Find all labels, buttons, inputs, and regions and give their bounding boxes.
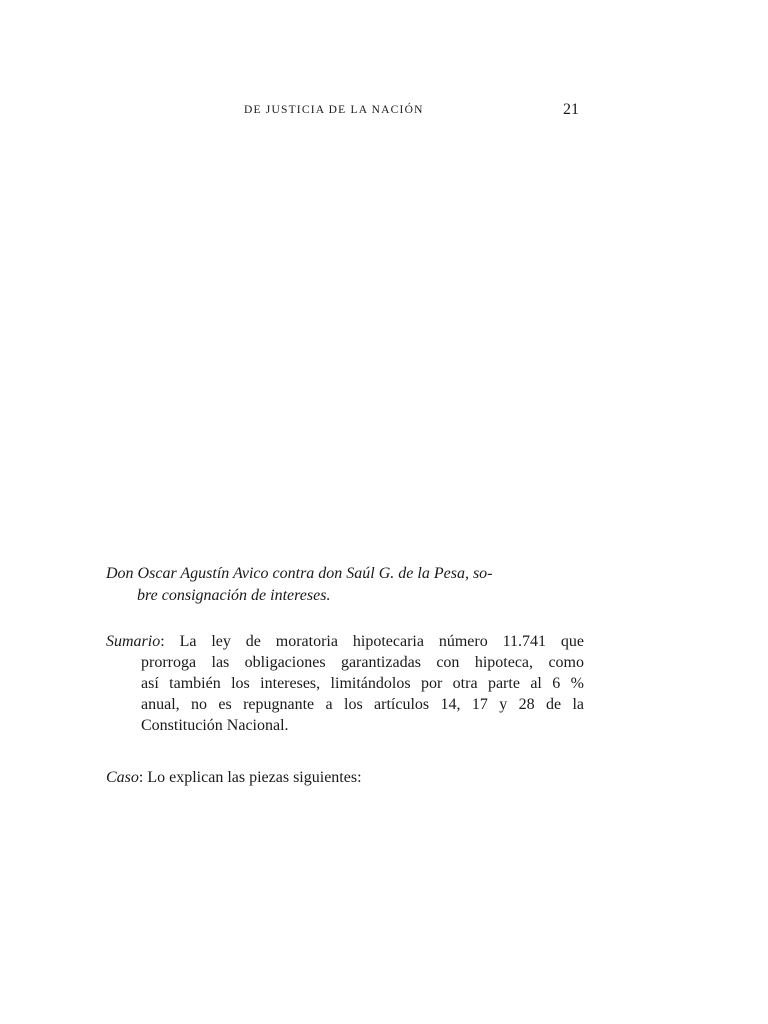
page-number: 21 bbox=[563, 101, 579, 118]
summary-line-2: prorroga las obligaciones garantizadas con hipoteca, como bbox=[141, 654, 584, 671]
summary-separator: : bbox=[160, 633, 180, 650]
case-title-line-2: bre consignación de intereses. bbox=[137, 587, 331, 604]
summary-line-5: Constitución Nacional. bbox=[141, 717, 289, 734]
case-title bbox=[106, 563, 590, 607]
summary-line-3: así también los intereses, limitándolos por otra parte al 6 % bbox=[141, 675, 584, 692]
caso-text: Lo explican las piezas siguientes: bbox=[147, 769, 362, 786]
caso-paragraph bbox=[106, 767, 362, 788]
summary-text-1: La ley de moratoria hipotecaria número 11.741 que bbox=[179, 633, 584, 650]
summary-line-1 bbox=[106, 631, 584, 652]
caso-label: Caso bbox=[106, 769, 139, 786]
summary-paragraph bbox=[106, 631, 584, 736]
caso-separator: : bbox=[138, 769, 148, 786]
running-head: DE JUSTICIA DE LA NACIÓN bbox=[244, 104, 424, 116]
summary-label: Sumario bbox=[106, 633, 161, 650]
summary-line-4: anual, no es repugnante a los artículos 14, 17 y 28 de la bbox=[141, 696, 584, 713]
case-title-line-1: Don Oscar Agustín Avico contra don Saúl G. de la Pesa, so- bbox=[106, 565, 493, 582]
